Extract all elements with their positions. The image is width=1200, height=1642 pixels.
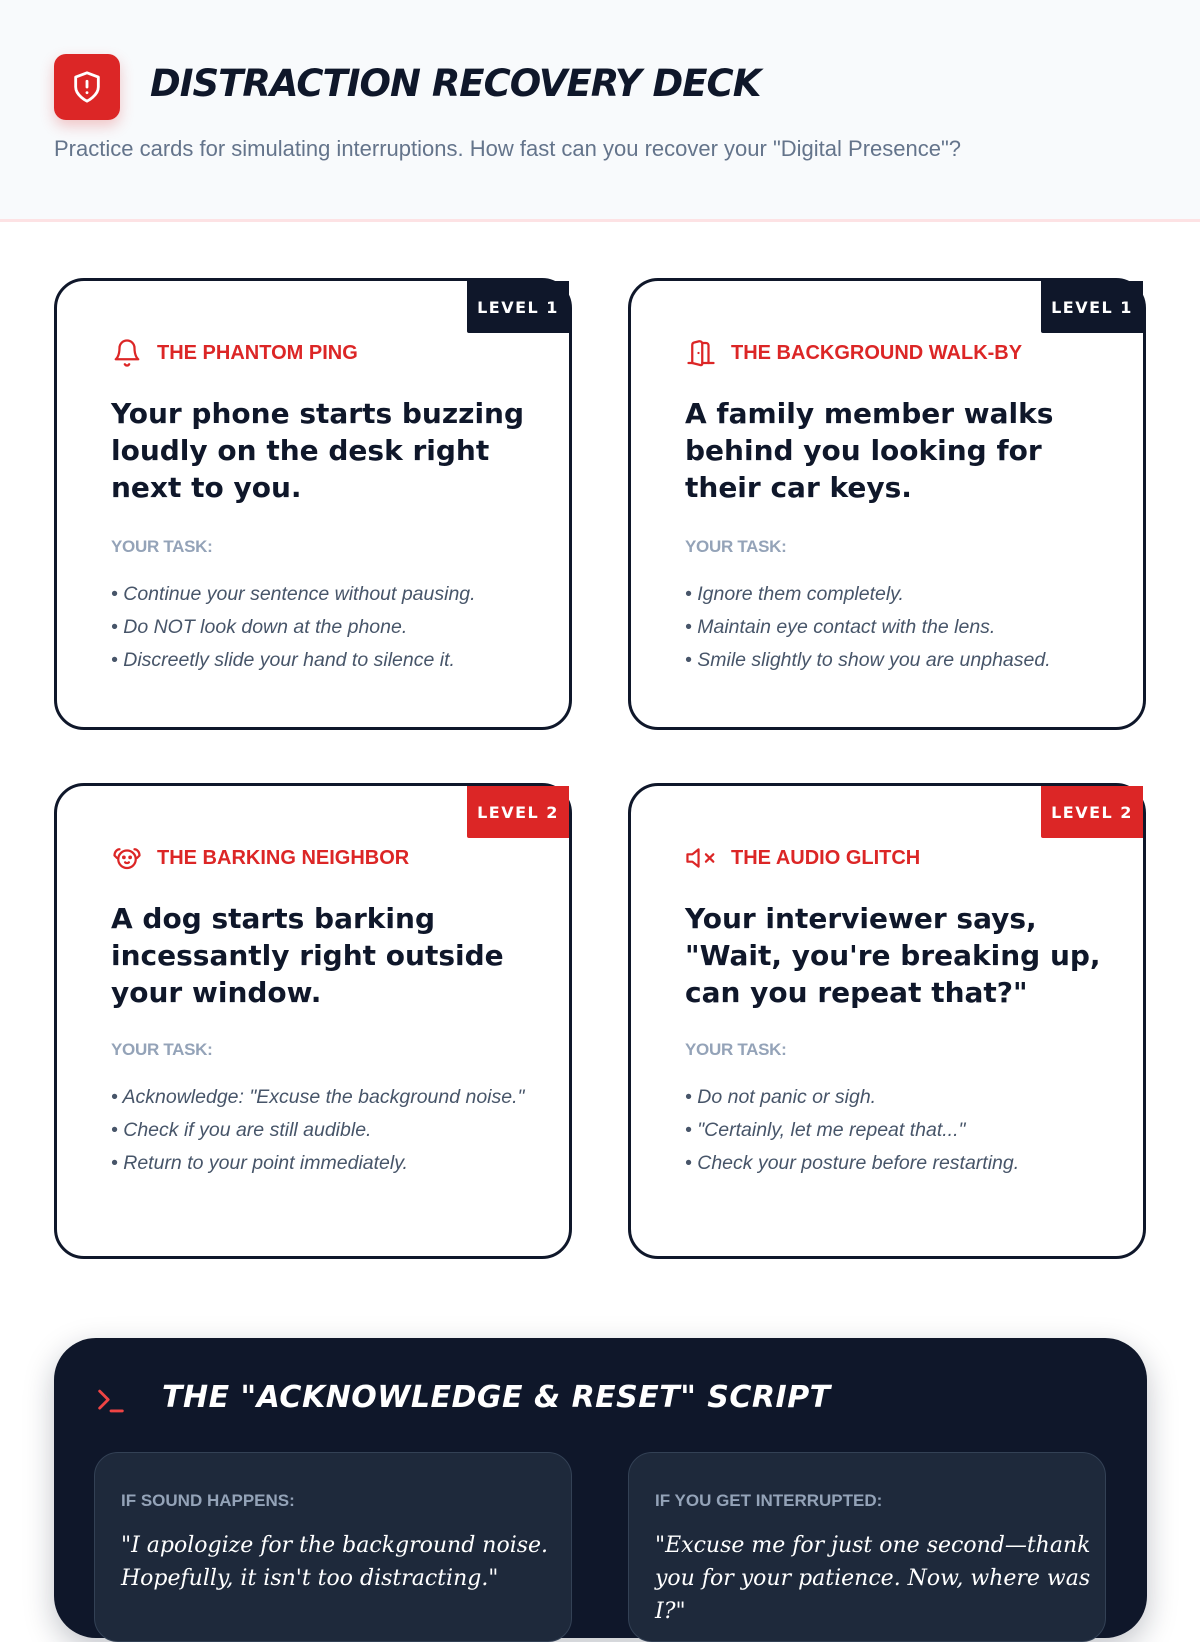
task-item: • Smile slightly to show you are unphased.: [685, 647, 1105, 674]
task-item: • Check if you are still audible.: [111, 1117, 531, 1144]
scenario-card: [54, 783, 572, 1259]
task-label: YOUR TASK:: [111, 537, 213, 556]
card-category: THE BACKGROUND WALK-BY: [731, 341, 1023, 364]
scenario-card: [54, 278, 572, 730]
level-badge: LEVEL 2: [467, 786, 569, 838]
card-header: [685, 337, 1022, 369]
task-item: • Do NOT look down at the phone.: [111, 614, 531, 641]
script-box-quote: "I apologize for the background noise. Hopefully, it isn't too distracting.": [121, 1533, 549, 1591]
door-open-icon: [685, 337, 717, 369]
task-item: • Continue your sentence without pausing.: [111, 581, 531, 608]
bell-icon: [111, 337, 143, 369]
dog-icon: [111, 842, 143, 874]
task-list: [111, 581, 531, 680]
card-scenario: Your interviewer says, "Wait, you're breaking up, can you repeat that?": [685, 902, 1101, 1009]
logo-badge: [54, 54, 120, 120]
card-header: [111, 337, 358, 369]
script-box-interrupt: [628, 1452, 1106, 1642]
script-box-label: IF SOUND HAPPENS:: [121, 1491, 295, 1510]
script-panel: [54, 1338, 1147, 1638]
script-box-label: IF YOU GET INTERRUPTED:: [655, 1491, 883, 1510]
task-label: YOUR TASK:: [685, 1040, 787, 1059]
page-header: [0, 0, 1200, 222]
card-scenario: Your phone starts buzzing loudly on the desk right next to you.: [111, 397, 525, 504]
task-item: • Maintain eye contact with the lens.: [685, 614, 1105, 641]
task-item: • Return to your point immediately.: [111, 1150, 531, 1177]
shield-alert-icon: [70, 70, 104, 104]
card-scenario: A family member walks behind you looking for their car keys.: [685, 397, 1054, 504]
scenario-card: [628, 278, 1146, 730]
task-item: • Discreetly slide your hand to silence it.: [111, 647, 531, 674]
script-box-sound: [94, 1452, 572, 1642]
level-badge: LEVEL 1: [1041, 281, 1143, 333]
level-badge: LEVEL 2: [1041, 786, 1143, 838]
card-header: [111, 842, 409, 874]
task-list: [685, 1084, 1105, 1183]
page-subtitle: Practice cards for simulating interruptions. How fast can you recover your "Digital Presence"?: [54, 136, 962, 161]
volume-mute-icon: [685, 842, 717, 874]
script-title: THE "ACKNOWLEDGE & RESET" SCRIPT: [162, 1380, 831, 1415]
level-badge: LEVEL 1: [467, 281, 569, 333]
card-header: [685, 842, 920, 874]
task-item: • Ignore them completely.: [685, 581, 1105, 608]
task-item: • Do not panic or sigh.: [685, 1084, 1105, 1111]
script-box-quote: "Excuse me for just one second—thank you for your patience. Now, where was I?": [655, 1533, 1091, 1624]
task-item: • "Certainly, let me repeat that...": [685, 1117, 1105, 1144]
task-label: YOUR TASK:: [685, 537, 787, 556]
page-title: DISTRACTION RECOVERY DECK: [150, 62, 761, 105]
task-item: • Acknowledge: "Excuse the background noise.": [111, 1084, 531, 1111]
scenario-card: [628, 783, 1146, 1259]
card-category: THE PHANTOM PING: [157, 341, 358, 364]
task-item: • Check your posture before restarting.: [685, 1150, 1105, 1177]
terminal-icon: [94, 1384, 128, 1423]
card-category: THE AUDIO GLITCH: [731, 846, 921, 869]
task-list: [111, 1084, 531, 1183]
card-category: THE BARKING NEIGHBOR: [157, 846, 410, 869]
card-scenario: A dog starts barking incessantly right outside your window.: [111, 902, 504, 1009]
task-list: [685, 581, 1105, 680]
task-label: YOUR TASK:: [111, 1040, 213, 1059]
